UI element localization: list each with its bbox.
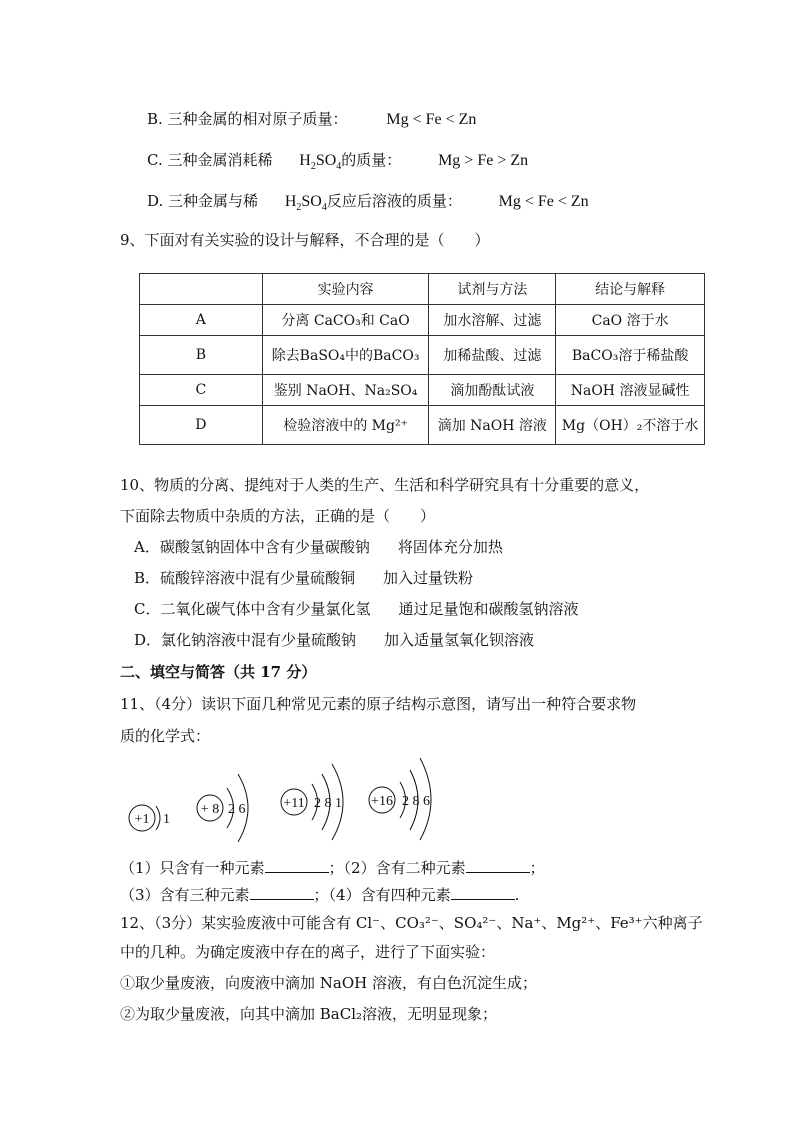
q9-table-header xyxy=(140,274,705,305)
blank-label: （3）含有三种元素 xyxy=(120,886,250,904)
row-conclusion: CaO 溶于水 xyxy=(556,305,705,336)
table-row xyxy=(140,375,705,406)
option-method: 加入适量氢氧化钡溶液 xyxy=(384,631,535,649)
q10-option-c xyxy=(134,598,579,619)
atom-diagram xyxy=(197,774,248,842)
row-content: 分离 CaCO₃和 CaO xyxy=(262,305,429,336)
table-row xyxy=(140,406,705,445)
q9-stem: 9、下面对有关实验的设计与解释，不合理的是（ ） xyxy=(120,231,490,249)
q8-option-d-label2: 反应后溶液的质量： xyxy=(326,192,462,210)
option-method: 通过足量饱和碳酸氢钠溶液 xyxy=(398,600,579,618)
punctuation: ； xyxy=(529,859,545,877)
q12-stem-line2: 中的几种。为确定废液中存在的离子，进行了下面实验： xyxy=(120,943,496,961)
q8-option-c-label: C. 三种金属消耗稀 xyxy=(147,151,273,169)
option-text: B．硫酸锌溶液中混有少量硫酸铜 xyxy=(134,569,356,587)
q10-option-a xyxy=(134,536,503,557)
electron-shells: 1 xyxy=(163,812,170,827)
header-cell xyxy=(140,274,263,305)
q8-option-c xyxy=(147,149,528,172)
q8-option-b xyxy=(147,108,476,129)
atom-diagram xyxy=(281,764,343,840)
nucleus-charge: + 8 xyxy=(200,802,220,817)
option-method: 加入过量铁粉 xyxy=(383,569,474,587)
table-row xyxy=(140,305,705,336)
q10-option-b xyxy=(134,567,473,588)
row-content: 除去BaSO₄中的BaCO₃ xyxy=(262,336,429,375)
punctuation: . xyxy=(514,886,520,904)
q10-stem-line1: 10、物质的分离、提纯对于人类的生产、生活和科学研究具有十分重要的意义， xyxy=(120,476,650,494)
atom-diagram xyxy=(369,758,431,840)
row-conclusion: BaCO₃溶于稀盐酸 xyxy=(556,336,705,375)
q10-option-d xyxy=(134,629,534,650)
row-method: 滴加酚酞试液 xyxy=(429,375,556,406)
q9-table xyxy=(139,273,705,445)
q12-step1: ①取少量废液，向废液中滴加 NaOH 溶液，有白色沉淀生成； xyxy=(120,974,537,992)
option-method: 将固体充分加热 xyxy=(397,538,503,556)
answer-blank-2[interactable] xyxy=(466,858,530,873)
row-method: 滴加 NaOH 溶液 xyxy=(429,406,556,445)
row-method: 加水溶解、过滤 xyxy=(429,305,556,336)
blank-label: ；（2）含有二种元素 xyxy=(328,859,466,877)
header-cell: 结论与解释 xyxy=(556,274,705,305)
option-text: C．二氧化碳气体中含有少量氯化氢 xyxy=(134,600,371,618)
atomic-structure-diagrams xyxy=(120,752,450,842)
header-cell: 实验内容 xyxy=(262,274,429,305)
q8-option-d-chem: $H_2SO_4$ xyxy=(284,193,327,214)
q12-stem-line1: 12、（3分）某实验废液中可能含有 Cl⁻、CO₃²⁻、SO₄²⁻、Na⁺、Mg²⁺、Fe³⁺六种离子 xyxy=(120,914,703,932)
q8-option-d-label: D. 三种金属与稀 xyxy=(147,192,259,210)
nucleus-charge: +1 xyxy=(134,812,150,827)
electron-shells: 2 6 xyxy=(228,802,246,817)
blank-label: （1）只含有一种元素 xyxy=(120,859,265,877)
section-title: 二、填空与简答（共 17 分） xyxy=(120,663,317,681)
header-cell: 试剂与方法 xyxy=(429,274,556,305)
row-letter: B xyxy=(140,336,263,375)
q8-option-b-label: B. 三种金属的相对原子质量： xyxy=(147,110,348,128)
electron-shells: 2 8 6 xyxy=(402,794,430,809)
q8-option-c-formula: Mg > Fe > Zn xyxy=(438,152,529,169)
q10-stem-line2: 下面除去物质中杂质的方法，正确的是（ ） xyxy=(120,507,436,525)
row-letter: A xyxy=(140,305,263,336)
nucleus-charge: +16 xyxy=(371,794,393,809)
option-text: D．氯化钠溶液中混有少量硫酸钠 xyxy=(134,631,357,649)
q11-blanks-line2 xyxy=(120,884,519,905)
row-letter: D xyxy=(140,406,263,445)
atom-diagram xyxy=(129,805,170,831)
q8-option-d-formula: Mg < Fe < Zn xyxy=(498,193,589,210)
q8-option-c-chem: $H_2SO_4$ xyxy=(299,152,342,173)
q12-step2: ②为取少量废液，向其中滴加 BaCl₂溶液，无明显现象； xyxy=(120,1005,498,1023)
q8-option-c-label2: 的质量： xyxy=(341,151,402,169)
row-conclusion: Mg（OH）₂不溶于水 xyxy=(556,406,705,445)
q11-blanks-line1 xyxy=(120,857,545,878)
table-row xyxy=(140,336,705,375)
row-letter: C xyxy=(140,375,263,406)
q8-option-d xyxy=(147,190,589,213)
answer-blank-4[interactable] xyxy=(451,885,515,900)
option-text: A．碳酸氢钠固体中含有少量碳酸钠 xyxy=(134,538,370,556)
q11-stem-line2: 质的化学式： xyxy=(120,727,211,745)
q8-option-b-formula: Mg < Fe < Zn xyxy=(386,111,477,128)
row-method: 加稀盐酸、过滤 xyxy=(429,336,556,375)
answer-blank-1[interactable] xyxy=(265,858,329,873)
row-content: 鉴别 NaOH、Na₂SO₄ xyxy=(262,375,429,406)
electron-shells: 2 8 1 xyxy=(314,796,342,811)
blank-label: ；（4）含有四种元素 xyxy=(313,886,451,904)
row-conclusion: NaOH 溶液显碱性 xyxy=(556,375,705,406)
row-content: 检验溶液中的 Mg²⁺ xyxy=(262,406,429,445)
nucleus-charge: +11 xyxy=(283,796,305,811)
q11-stem-line1: 11、（4分）读识下面几种常见元素的原子结构示意图，请写出一种符合要求物 xyxy=(120,695,637,713)
answer-blank-3[interactable] xyxy=(250,885,314,900)
